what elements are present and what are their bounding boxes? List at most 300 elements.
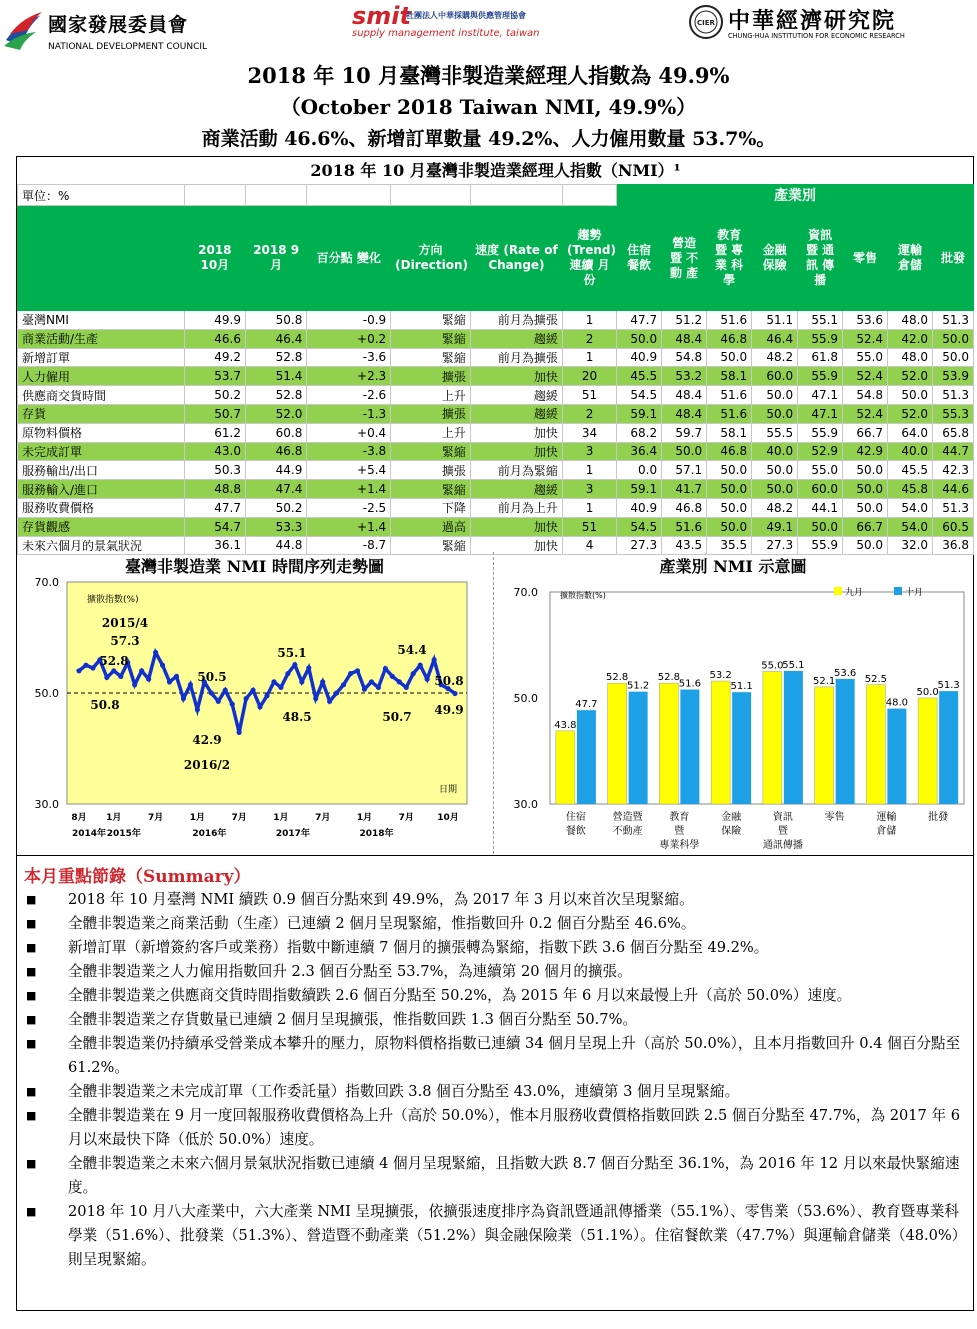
nmi-data-point	[425, 677, 430, 682]
table-cell: 51.6	[662, 517, 707, 536]
table-cell: 54.8	[843, 386, 888, 405]
page-subtitle: 商業活動 46.6%、新增訂單數量 49.2%、人力僱用數量 53.7%。	[201, 128, 776, 150]
annotation-label: 57.3	[110, 634, 140, 648]
annotation-label: 52.8	[99, 654, 129, 668]
table-cell: 53.3	[246, 517, 307, 536]
table-cell: 51	[562, 386, 616, 405]
table-cell: 40.9	[617, 348, 662, 367]
nmi-data-point	[404, 685, 409, 690]
table-cell: 54.5	[617, 386, 662, 405]
table-cell: 68.2	[617, 423, 662, 442]
table-header-cell: 運輸 倉儲	[888, 206, 933, 311]
bar	[659, 683, 678, 804]
bullet-icon: ■	[26, 941, 37, 954]
smit-name-en: supply management institute, taiwan	[352, 28, 540, 39]
table-cell: 46.6	[184, 329, 245, 348]
table-cell: 55.3	[933, 404, 974, 423]
table-cell: 46.4	[752, 329, 798, 348]
bar	[680, 690, 699, 804]
table-cell: 50.0	[752, 386, 798, 405]
ndc-emblem-icon	[2, 10, 44, 52]
x-year-label: 2016年	[192, 829, 227, 839]
table-row	[18, 461, 974, 480]
table-header-cell: 方向 (Direction)	[391, 206, 471, 311]
nmi-data-point	[362, 687, 367, 692]
row-label: 存貨	[18, 404, 185, 423]
table-cell: 52.4	[843, 404, 888, 423]
summary-item	[24, 888, 968, 912]
table-cell: 43.5	[662, 536, 707, 555]
table-cell: 50.0	[707, 480, 752, 499]
table-cell: 59.1	[617, 480, 662, 499]
table-cell: 50.0	[752, 480, 798, 499]
nmi-timeseries-chart	[17, 554, 492, 854]
table-cell: 51.6	[707, 386, 752, 405]
summary-text: 全體非製造業在 9 月一度回報服務收費價格為上升（高於 50.0%），惟本月服務收費價格指數回跌 2.5 個百分點至 47.7%，為 2017 年 6 月以來最快下降（低於 50.0%）速度。	[68, 1107, 961, 1148]
table-cell: 緊縮	[391, 442, 471, 461]
nmi-data-point	[132, 682, 137, 687]
table-row	[18, 517, 974, 536]
table-cell: 52.4	[843, 329, 888, 348]
table-cell: 加快	[470, 367, 562, 386]
nmi-data-point	[327, 699, 332, 704]
nmi-data-point	[195, 707, 200, 712]
nmi-data-point	[452, 691, 457, 696]
table-cell: 趨緩	[470, 480, 562, 499]
summary-text: 全體非製造業之存貨數量已連續 2 個月呈現擴張，惟指數回跌 1.3 個百分點至 50.7%。	[68, 1011, 638, 1028]
table-cell: 51.3	[933, 311, 974, 330]
table-cell: 趨緩	[470, 329, 562, 348]
bar-value-label: 55.1	[782, 659, 805, 671]
ndc-logo	[2, 6, 222, 54]
y-axis-label: 擴散指數(%)	[87, 595, 139, 605]
category-label: 營造暨	[612, 812, 643, 823]
cier-name-en: CHUNG-HUA INSTITUTION FOR ECONOMIC RESEARCH	[728, 32, 905, 40]
table-cell: 50.0	[798, 517, 843, 536]
smit-name-zh: 社團法人中華採購與供應管理協會	[406, 11, 526, 20]
table-cell: 50.0	[843, 498, 888, 517]
table-header-cell: 百分點 變化	[307, 206, 391, 311]
row-label: 服務輸入/進口	[18, 480, 185, 499]
bar-value-label: 52.1	[812, 675, 836, 687]
table-header-cell: 資訊 暨 通訊 傳播	[798, 206, 843, 311]
nmi-data-point	[376, 685, 381, 690]
x-tick-label: 1月	[189, 813, 206, 823]
bullet-icon: ■	[26, 1085, 37, 1098]
table-cell: 60.5	[933, 517, 974, 536]
nmi-data-point	[216, 699, 221, 704]
nmi-data-point	[271, 679, 276, 684]
category-label: 餐飲	[565, 826, 586, 837]
table-cell: 53.6	[843, 311, 888, 330]
summary-list	[24, 888, 968, 1272]
table-cell: 34	[562, 423, 616, 442]
summary-text: 全體非製造業之人力僱用指數回升 2.3 個百分點至 53.7%，為連續第 20 個月的擴張。	[68, 963, 632, 980]
x-tick-label: 1月	[106, 813, 122, 823]
bar	[763, 672, 782, 805]
table-cell: 趨緩	[470, 386, 562, 405]
table-cell: 緊縮	[391, 480, 471, 499]
category-label: 金融	[721, 812, 742, 823]
industry-bar-chart	[494, 554, 972, 854]
x-tick-label: 7月	[315, 813, 331, 823]
x-tick-label: 10月	[437, 813, 459, 823]
bar	[815, 687, 834, 804]
summary-text: 全體非製造業之供應商交貨時間指數續跌 2.6 個百分點至 50.2%，為 2015 年 6 月以來最慢上升（高於 50.0%）速度。	[68, 987, 852, 1004]
table-header-row	[18, 206, 974, 311]
nmi-data-point	[341, 682, 346, 687]
table-cell: 54.0	[888, 517, 933, 536]
bar-value-label: 50.0	[916, 687, 939, 698]
table-cell: 51.3	[933, 498, 974, 517]
table-header-cell: 零售	[843, 206, 888, 311]
table-cell: 58.1	[707, 423, 752, 442]
bullet-icon: ■	[26, 965, 37, 978]
nmi-data-point	[369, 679, 374, 684]
row-label: 臺灣NMI	[18, 311, 185, 330]
table-cell: 緊縮	[391, 329, 471, 348]
table-cell: 46.8	[662, 498, 707, 517]
table-blank-cell	[184, 185, 245, 206]
nmi-data-point	[334, 690, 339, 695]
table-cell: 緊縮	[391, 311, 471, 330]
table-cell: 52.4	[843, 367, 888, 386]
bar-value-label: 52.8	[605, 672, 629, 684]
table-cell: 53.2	[662, 367, 707, 386]
bar-value-label: 43.8	[554, 719, 577, 731]
table-cell: 44.9	[246, 461, 307, 480]
table-cell: 51.3	[933, 386, 974, 405]
table-cell: 55.9	[798, 367, 843, 386]
summary-item	[24, 1032, 968, 1080]
ndc-name-en: NATIONAL DEVELOPMENT COUNCIL	[48, 42, 208, 52]
nmi-data-point	[313, 696, 318, 701]
bar	[711, 681, 730, 804]
table-cell: 55.9	[798, 423, 843, 442]
x-tick-label: 7月	[147, 813, 164, 823]
table-cell: 53.7	[184, 367, 245, 386]
cier-name-zh: 中華經濟研究院	[728, 8, 897, 34]
bullet-icon: ■	[26, 1037, 37, 1050]
row-label: 服務輸出/出口	[18, 461, 185, 480]
legend-swatch	[894, 587, 902, 595]
table-cell: 36.4	[617, 442, 662, 461]
annotation-label: 50.8	[90, 698, 120, 712]
table-cell: 66.7	[843, 423, 888, 442]
row-label: 人力僱用	[18, 367, 185, 386]
bar	[577, 710, 596, 804]
bar	[866, 685, 885, 804]
table-cell: -3.6	[307, 348, 391, 367]
table-cell: -1.3	[307, 404, 391, 423]
table-title: 2018 年 10 月臺灣非製造業經理人指數（NMI）¹	[310, 161, 681, 180]
y-tick-label: 30.0	[513, 798, 538, 811]
table-cell: 50.0	[707, 517, 752, 536]
table-cell: 51.2	[662, 311, 707, 330]
bar-value-label: 51.3	[937, 680, 960, 692]
table-cell: 1	[562, 498, 616, 517]
annotation-label: 48.5	[282, 710, 312, 724]
nmi-data-point	[118, 674, 123, 679]
table-row	[18, 442, 974, 461]
summary-text: 新增訂單（新增簽約客戶或業務）指數中斷連續 7 個月的擴張轉為緊縮，指數下跌 3.6 個百分點至 49.2%。	[68, 939, 769, 956]
annotation-label: 55.1	[277, 646, 307, 660]
table-cell: 上升	[391, 386, 471, 405]
nmi-data-point	[397, 679, 402, 684]
bar-value-label: 47.7	[575, 699, 598, 711]
table-header-cell: 趨勢 (Trend) 連續 月份	[562, 206, 616, 311]
x-tick-label: 7月	[398, 813, 414, 823]
table-cell: 50.0	[707, 348, 752, 367]
nmi-data-point	[167, 679, 172, 684]
table-cell: -0.9	[307, 311, 391, 330]
bar	[939, 691, 958, 804]
table-cell: 50.0	[752, 461, 798, 480]
row-label: 供應商交貨時間	[18, 386, 185, 405]
x-tick-label: 7月	[231, 813, 247, 823]
table-cell: 61.2	[184, 423, 245, 442]
table-header-cell: 教育 暨 專業 科學	[707, 206, 752, 311]
x-year-label: 2018年	[359, 829, 394, 839]
table-cell: 40.0	[888, 442, 933, 461]
table-cell: 49.2	[184, 348, 245, 367]
table-cell: +5.4	[307, 461, 391, 480]
summary-item	[24, 960, 968, 984]
industry-bar-plot	[494, 554, 972, 854]
table-cell: 60.8	[246, 423, 307, 442]
table-cell: 44.6	[933, 480, 974, 499]
table-cell: 47.1	[798, 404, 843, 423]
category-label: 資訊	[772, 812, 793, 823]
table-cell: +2.3	[307, 367, 391, 386]
table-cell: 加快	[470, 517, 562, 536]
table-blank-cell	[562, 185, 616, 206]
bar-value-label: 53.6	[833, 667, 857, 679]
table-cell: 58.1	[707, 367, 752, 386]
table-cell: 55.0	[843, 348, 888, 367]
category-label: 運輸	[876, 812, 897, 823]
nmi-data-point	[230, 702, 235, 707]
table-cell: 上升	[391, 423, 471, 442]
bar-value-label: 52.8	[657, 672, 681, 684]
table-blank-cell	[391, 185, 471, 206]
table-cell: 51.6	[707, 311, 752, 330]
table-cell: 20	[562, 367, 616, 386]
bar-value-label: 52.5	[864, 673, 888, 685]
table-cell: 45.5	[888, 461, 933, 480]
nmi-data-point	[411, 671, 416, 676]
annotation-label: 42.9	[192, 733, 222, 747]
table-cell: 48.8	[184, 480, 245, 499]
bullet-icon: ■	[26, 989, 37, 1002]
row-label: 服務收費價格	[18, 498, 185, 517]
table-cell: 64.0	[888, 423, 933, 442]
table-row	[18, 423, 974, 442]
industry-group-header: 產業別	[617, 185, 974, 206]
table-cell: 1	[562, 348, 616, 367]
nmi-data-point	[104, 675, 109, 680]
table-cell: 49.9	[184, 311, 245, 330]
nmi-data-point	[160, 663, 165, 668]
table-cell: 32.0	[888, 536, 933, 555]
row-label: 未完成訂單	[18, 442, 185, 461]
table-cell: 50.0	[843, 461, 888, 480]
annotation-label: 54.4	[397, 643, 427, 657]
table-cell: 下降	[391, 498, 471, 517]
category-label: 專業科學	[659, 840, 700, 851]
nmi-data-point	[223, 688, 228, 693]
table-cell: 46.8	[246, 442, 307, 461]
nmi-data-point	[299, 679, 304, 684]
category-label: 暨	[674, 826, 685, 837]
table-cell: 65.8	[933, 423, 974, 442]
table-cell: 42.0	[888, 329, 933, 348]
table-cell: 43.0	[184, 442, 245, 461]
table-cell: 46.8	[707, 442, 752, 461]
bullet-icon: ■	[26, 893, 37, 906]
industry-chart-title: 產業別 NMI 示意圖	[659, 557, 807, 576]
x-year-label: 2015年	[106, 829, 141, 839]
table-cell: 51.6	[707, 404, 752, 423]
table-row	[18, 480, 974, 499]
table-cell: 52.8	[246, 348, 307, 367]
table-cell: 51	[562, 517, 616, 536]
table-cell: -3.8	[307, 442, 391, 461]
table-cell: 47.1	[798, 386, 843, 405]
table-cell: 54.0	[888, 498, 933, 517]
table-cell: 加快	[470, 423, 562, 442]
summary-item	[24, 1080, 968, 1104]
cier-emblem-icon	[688, 4, 724, 40]
nmi-data-point	[209, 690, 214, 695]
table-cell: 27.3	[752, 536, 798, 555]
table-blank-cell	[307, 185, 391, 206]
legend-swatch	[834, 587, 842, 595]
table-cell: -2.5	[307, 498, 391, 517]
summary-text: 2018 年 10 月臺灣 NMI 續跌 0.9 個百分點來到 49.9%，為 2017 年 3 月以來首次呈現緊縮。	[68, 891, 694, 908]
table-cell: +1.4	[307, 517, 391, 536]
y-tick-label: 70.0	[34, 576, 59, 589]
table-cell: 47.7	[184, 498, 245, 517]
bar-value-label: 51.6	[678, 678, 702, 690]
summary-item	[24, 1008, 968, 1032]
nmi-data-point	[257, 704, 262, 709]
row-label: 原物料價格	[18, 423, 185, 442]
table-cell: 40.0	[752, 442, 798, 461]
table-cell: 加快	[470, 442, 562, 461]
nmi-data-point	[292, 662, 297, 667]
category-label: 教育	[669, 812, 690, 823]
page-title: 2018 年 10 月臺灣非製造業經理人指數為 49.9%	[247, 63, 730, 88]
table-cell: 61.8	[798, 348, 843, 367]
table-cell: 1	[562, 461, 616, 480]
nmi-data-point	[188, 682, 193, 687]
nmi-data-point	[285, 671, 290, 676]
table-cell: 53.9	[933, 367, 974, 386]
summary-item	[24, 1104, 968, 1152]
nmi-data-point	[139, 668, 144, 673]
page-title-en: （October 2018 Taiwan NMI, 49.9%）	[280, 95, 697, 119]
bar	[784, 671, 803, 804]
table-cell: 趨緩	[470, 404, 562, 423]
nmi-data-point	[383, 666, 388, 671]
y-tick-label: 50.0	[513, 692, 538, 705]
y-axis-label: 擴散指數(%)	[560, 591, 606, 600]
category-label: 保險	[721, 826, 742, 837]
table-cell: 48.2	[752, 498, 798, 517]
bullet-icon: ■	[26, 1013, 37, 1026]
table-row	[18, 311, 974, 330]
table-cell: 59.1	[617, 404, 662, 423]
table-cell: 1	[562, 311, 616, 330]
table-unit-row	[18, 185, 974, 206]
table-cell: 44.1	[798, 498, 843, 517]
table-cell: 3	[562, 442, 616, 461]
table-row	[18, 348, 974, 367]
x-year-label: 2014年	[71, 829, 107, 839]
y-tick-label: 30.0	[34, 798, 59, 811]
table-cell: 35.5	[707, 536, 752, 555]
table-cell: 50.2	[184, 386, 245, 405]
table-cell: 40.9	[617, 498, 662, 517]
table-cell: 48.0	[888, 311, 933, 330]
timeseries-chart-title: 臺灣非製造業 NMI 時間序列走勢圖	[125, 557, 384, 576]
table-cell: +0.4	[307, 423, 391, 442]
smit-logo-word: smit	[352, 2, 411, 30]
annotation-label: 49.9	[434, 703, 464, 717]
table-cell: 46.4	[246, 329, 307, 348]
annotation-label: 2015/4	[101, 616, 149, 630]
row-label: 新增訂單	[18, 348, 185, 367]
table-cell: -8.7	[307, 536, 391, 555]
bullet-icon: ■	[26, 1157, 37, 1170]
table-blank-cell	[470, 185, 562, 206]
timeseries-plot	[17, 554, 492, 854]
table-row	[18, 329, 974, 348]
table-unit: 單位：%	[18, 185, 185, 206]
table-cell: 4	[562, 536, 616, 555]
row-label: 商業活動/生產	[18, 329, 185, 348]
table-cell: 50.7	[184, 404, 245, 423]
nmi-data-point	[264, 693, 269, 698]
summary-text: 全體非製造業之未來六個月景氣狀況指數已連續 4 個月呈現緊縮，且指數大跌 8.7 個百分點至 36.1%，為 2016 年 12 月以來最快緊縮速度。	[68, 1155, 960, 1196]
nmi-data-point	[348, 671, 353, 676]
table-cell: -2.6	[307, 386, 391, 405]
table-cell: 50.8	[246, 311, 307, 330]
table-cell: 46.8	[707, 329, 752, 348]
summary-item	[24, 936, 968, 960]
table-cell: +0.2	[307, 329, 391, 348]
table-cell: 55.5	[752, 423, 798, 442]
table-cell: 60.0	[798, 480, 843, 499]
table-cell: 50.0	[933, 329, 974, 348]
nmi-data-point	[83, 663, 88, 668]
annotation-label: 50.7	[382, 710, 412, 724]
table-cell: 45.5	[617, 367, 662, 386]
table-cell: 前月為擴張	[470, 348, 562, 367]
table-cell: 52.0	[888, 404, 933, 423]
row-label: 存貨觀感	[18, 517, 185, 536]
table-cell: 41.7	[662, 480, 707, 499]
bullet-icon: ■	[26, 1109, 37, 1122]
summary-item	[24, 1152, 968, 1200]
table-cell: 擴張	[391, 461, 471, 480]
category-label: 批發	[928, 812, 949, 823]
table-header-cell: 住宿 餐飲	[617, 206, 662, 311]
category-label: 通訊傳播	[762, 840, 803, 851]
table-cell: 50.3	[184, 461, 245, 480]
table-cell: 緊縮	[391, 348, 471, 367]
